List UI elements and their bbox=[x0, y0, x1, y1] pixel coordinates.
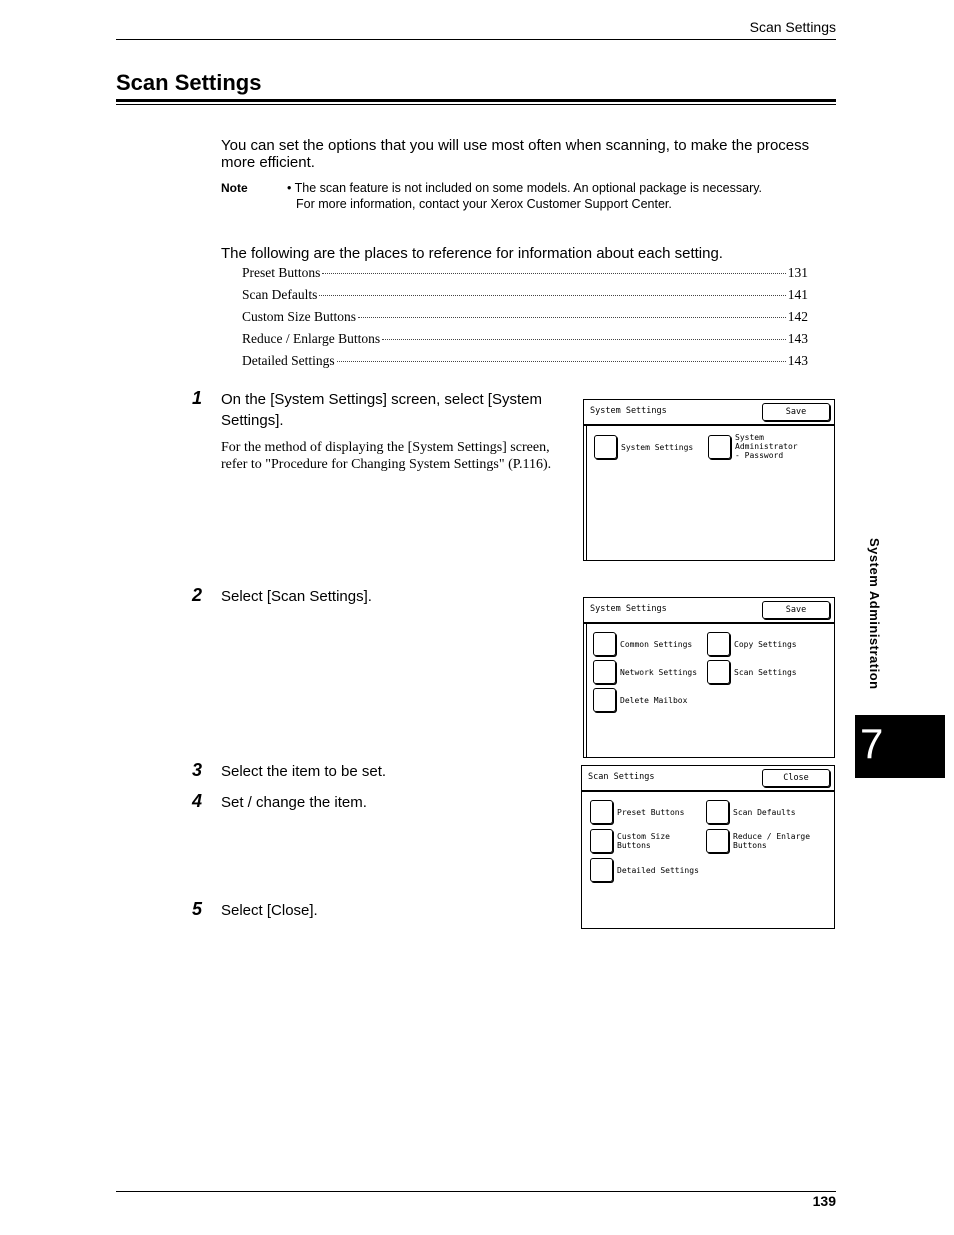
option-button-icon bbox=[707, 660, 730, 684]
toc-leader bbox=[319, 295, 785, 296]
step-number: 2 bbox=[192, 585, 203, 605]
toc-entry[interactable] bbox=[242, 331, 808, 353]
intro-paragraph: You can set the options that you will use most often when scanning, to make the process more efficient. bbox=[221, 137, 810, 171]
option-button-icon bbox=[593, 688, 616, 712]
system-administrator-password-option[interactable] bbox=[708, 433, 798, 460]
toc-entry[interactable] bbox=[242, 353, 808, 375]
screen-edge bbox=[584, 426, 587, 560]
scan-settings-screen bbox=[581, 765, 835, 929]
step-text: Select the item to be set. bbox=[221, 763, 387, 780]
save-button[interactable]: Save bbox=[762, 601, 830, 619]
toc-label: Scan Defaults bbox=[242, 287, 318, 302]
screen-title-bar bbox=[584, 400, 834, 426]
option-button-icon bbox=[707, 632, 730, 656]
toc-entry[interactable] bbox=[242, 309, 808, 331]
option-label: Network Settings bbox=[620, 667, 698, 677]
custom-size-buttons-option[interactable] bbox=[590, 829, 670, 853]
screen-edge bbox=[584, 624, 587, 757]
step-number: 1 bbox=[192, 388, 203, 408]
toc-leader bbox=[382, 339, 786, 340]
option-button-icon bbox=[590, 800, 613, 824]
option-button-icon bbox=[706, 829, 729, 853]
note-line-2: For more information, contact your Xerox Customer Support Center. bbox=[296, 197, 672, 211]
step-text: On the [System Settings] screen, select [System Settings]. bbox=[221, 391, 542, 429]
option-label: Delete Mailbox bbox=[620, 695, 688, 705]
step-subtext: For the method of displaying the [System Settings] screen, refer to "Procedure for Changing System Settings" (P.116). bbox=[221, 440, 552, 472]
toc-leader bbox=[322, 273, 785, 274]
toc-entry[interactable] bbox=[242, 287, 808, 309]
screen-title: System Settings bbox=[590, 604, 667, 614]
save-button[interactable]: Save bbox=[762, 403, 830, 421]
page-title: Scan Settings bbox=[116, 70, 262, 95]
delete-mailbox-option[interactable] bbox=[593, 688, 687, 712]
toc-label: Preset Buttons bbox=[242, 265, 321, 280]
footer-rule bbox=[116, 1191, 836, 1192]
option-button-icon bbox=[593, 660, 616, 684]
option-label: Detailed Settings bbox=[617, 865, 699, 875]
reference-list bbox=[242, 265, 808, 375]
toc-label: Custom Size Buttons bbox=[242, 309, 357, 324]
option-label: System Settings bbox=[621, 442, 694, 452]
option-label: Custom Size Buttons bbox=[617, 832, 670, 850]
step-text: Select [Close]. bbox=[221, 902, 318, 919]
close-button[interactable]: Close bbox=[762, 769, 830, 787]
screen-title-bar bbox=[584, 598, 834, 624]
toc-entry[interactable] bbox=[242, 265, 808, 287]
scan-defaults-option[interactable] bbox=[706, 800, 796, 824]
toc-leader bbox=[337, 361, 786, 362]
chapter-side-label: System Administration bbox=[867, 538, 882, 690]
option-button-icon bbox=[593, 632, 616, 656]
option-label: System Administrator - Password bbox=[735, 433, 798, 460]
toc-label: Reduce / Enlarge Buttons bbox=[242, 331, 381, 346]
option-button-icon bbox=[590, 829, 613, 853]
page-number: 139 bbox=[812, 1193, 836, 1209]
running-header: Scan Settings bbox=[749, 19, 836, 35]
note-label: Note bbox=[221, 181, 248, 195]
title-rule bbox=[116, 99, 836, 102]
reference-intro: The following are the places to reference for information about each setting. bbox=[221, 245, 723, 262]
toc-page: 142 bbox=[787, 309, 808, 324]
toc-page: 141 bbox=[787, 287, 808, 302]
note-line-1: • The scan feature is not included on some models. An optional package is necessary. bbox=[287, 181, 763, 195]
chapter-number: 7 bbox=[860, 720, 884, 767]
copy-settings-option[interactable] bbox=[707, 632, 797, 656]
option-label: Preset Buttons bbox=[617, 807, 685, 817]
toc-leader bbox=[358, 317, 786, 318]
step-number: 4 bbox=[192, 791, 203, 811]
toc-page: 131 bbox=[787, 265, 808, 280]
screen-title: System Settings bbox=[590, 406, 667, 416]
header-rule bbox=[116, 39, 836, 40]
system-settings-screen bbox=[583, 399, 835, 561]
reduce-enlarge-buttons-option[interactable] bbox=[706, 829, 810, 853]
option-button-icon bbox=[706, 800, 729, 824]
system-settings-option[interactable] bbox=[594, 435, 693, 459]
screen-title: Scan Settings bbox=[588, 772, 655, 782]
option-label: Scan Settings bbox=[734, 667, 797, 677]
option-button-icon bbox=[594, 435, 617, 459]
option-label: Copy Settings bbox=[734, 639, 797, 649]
screen-title-bar bbox=[582, 766, 834, 792]
option-label: Scan Defaults bbox=[733, 807, 796, 817]
option-button-icon bbox=[708, 435, 731, 459]
toc-page: 143 bbox=[787, 331, 808, 346]
detailed-settings-option[interactable] bbox=[590, 858, 699, 882]
step-text: Select [Scan Settings]. bbox=[221, 588, 372, 605]
preset-buttons-option[interactable] bbox=[590, 800, 684, 824]
system-settings-menu-screen bbox=[583, 597, 835, 758]
step-number: 3 bbox=[192, 760, 203, 780]
toc-page: 143 bbox=[787, 353, 808, 368]
step-text: Set / change the item. bbox=[221, 794, 367, 811]
title-rule-thin bbox=[116, 104, 836, 105]
scan-settings-option[interactable] bbox=[707, 660, 797, 684]
toc-label: Detailed Settings bbox=[242, 353, 335, 368]
chapter-tab bbox=[855, 715, 945, 778]
option-label: Common Settings bbox=[620, 639, 693, 649]
network-settings-option[interactable] bbox=[593, 660, 697, 684]
option-button-icon bbox=[590, 858, 613, 882]
common-settings-option[interactable] bbox=[593, 632, 692, 656]
option-label: Reduce / Enlarge Buttons bbox=[733, 832, 811, 850]
step-number: 5 bbox=[192, 899, 203, 919]
